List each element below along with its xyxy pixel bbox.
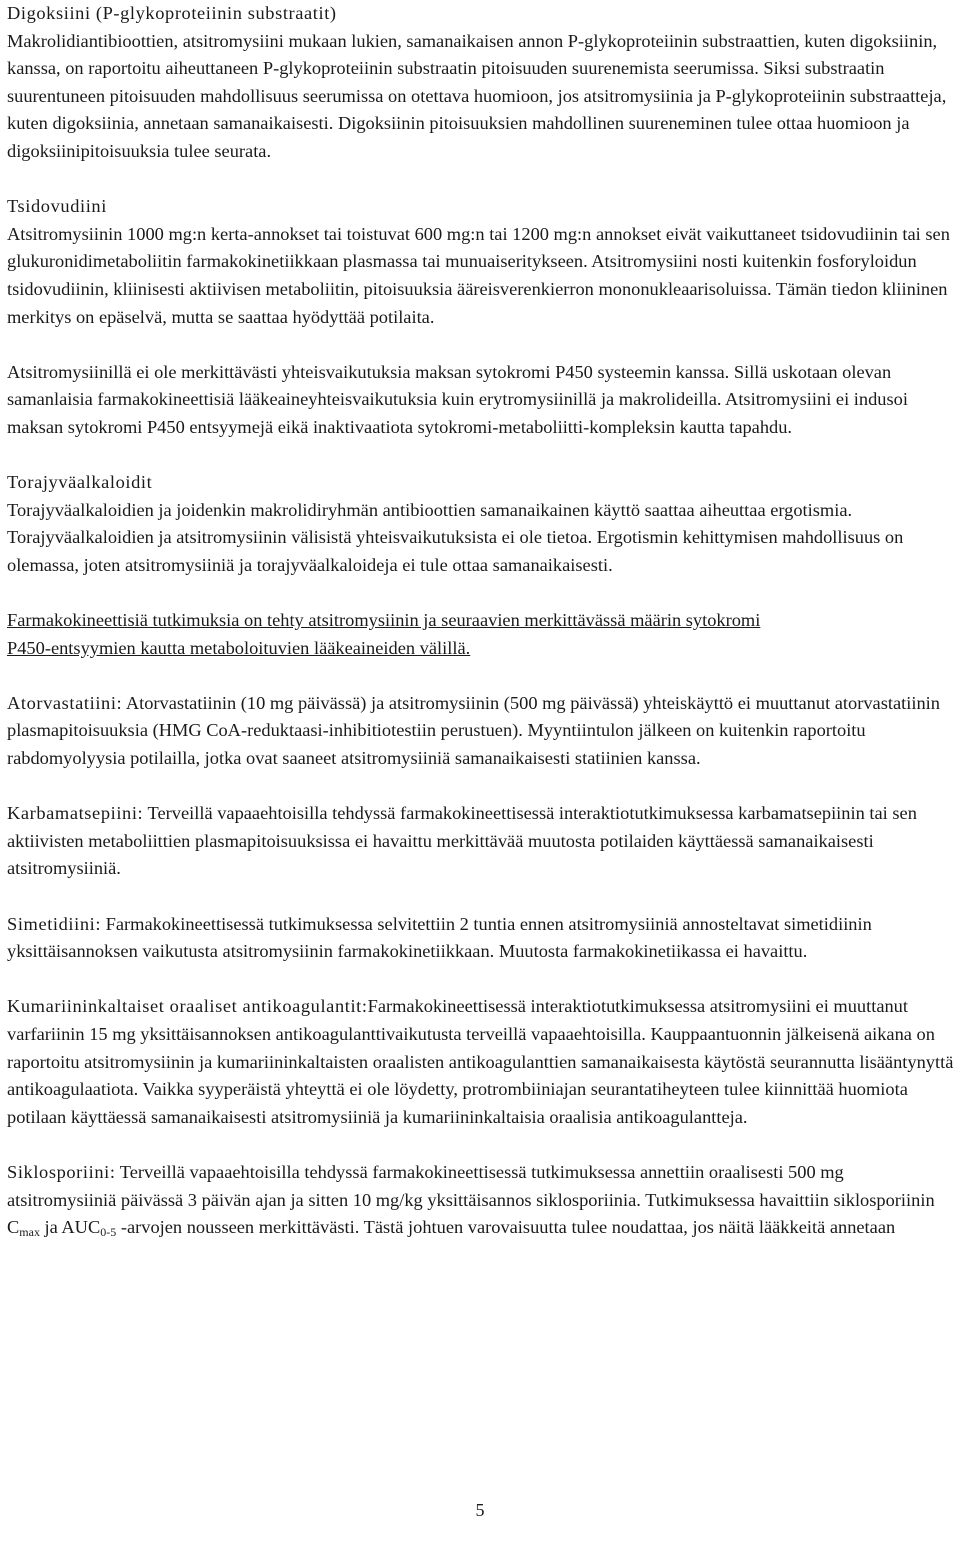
drug-label: Simetidiini: bbox=[7, 913, 102, 934]
atorvastatin-section bbox=[7, 690, 957, 773]
section-paragraph: Farmakokineettisessä interaktiotutkimuksessa atsitromysiini ei muuttanut varfariinin 15 mg yksittäisannoksen antikoagulanttivaikutusta terveillä vapaaehtoisilla. Kauppaantuonnin jälkeisenä aikana on raportoitu atsitromysiinin ja kumariininkaltaisten oraalisten antikoagulanttien samanaikaisesta käytöstä seurannutta lisääntynyttä antikoagulaatiota. Vaikka syyperäistä yhteyttä ei ole löydetty, protrombiiniajan seurantatiheyteen tulee kiinnittää huomiota potilaan käyttäessä samanaikaisesti atsitromysiiniä ja kumariininkaltaisia oraalisia antikoagulantteja. bbox=[7, 996, 954, 1127]
drug-label: Kumariininkaltaiset oraaliset antikoagulantit: bbox=[7, 996, 368, 1017]
pk-studies-heading bbox=[7, 607, 957, 662]
section-paragraph: Torajyväalkaloidien ja joidenkin makrolidiryhmän antibioottien samanaikainen käyttö saattaa aiheuttaa ergotismia. Torajyväalkaloidien ja atsitromysiinin välisistä yhteisvaikutuksista ei ole tietoa. Ergotismin kehittymisen mahdollisuus on olemassa, joten atsitromysiiniä ja torajyväalkaloideja ei tule ottaa samanaikaisesti. bbox=[7, 499, 904, 575]
ergot-section bbox=[7, 469, 957, 579]
section-paragraph: Makrolidiantibioottien, atsitromysiini mukaan lukien, samanaikaisen annon P-glykoproteiinin substraattien, kuten digoksiinin, kanssa, on raportoitu aiheuttaneen P-glykoproteiinin substraatin pitoisuuden suurenemista seerumissa. Siksi substraatin suurentuneen pitoisuuden mahdollisuus seerumissa on otettava huomioon, jos atsitromysiinia ja P-glykoproteiinin substraatteja, kuten digoksiinia, annetaan samanaikaisesti. Digoksiinin pitoisuuksien mahdollinen suureneminen tulee ottaa huomioon ja digoksiinipitoisuuksia tulee seurata. bbox=[7, 30, 947, 161]
section-paragraph: ja AUC bbox=[39, 1217, 101, 1238]
zidovudine-section bbox=[7, 193, 957, 331]
digoxin-section bbox=[7, 0, 957, 166]
pk-heading-line: P450-entsyymien kautta metaboloituvien lääkeaineiden välillä. bbox=[7, 637, 471, 658]
anticoagulants-section bbox=[7, 993, 957, 1131]
auc-subscript: 0-5 bbox=[100, 1225, 117, 1240]
ciclosporin-section bbox=[7, 1159, 957, 1242]
drug-label: Atorvastatiini: bbox=[7, 692, 123, 713]
section-heading: Tsidovudiini bbox=[7, 196, 107, 217]
document-page bbox=[7, 0, 957, 1269]
page-number: 5 bbox=[475, 1500, 485, 1520]
section-paragraph: Atorvastatiinin (10 mg päivässä) ja atsitromysiinin (500 mg päivässä) yhteiskäyttö ei muuttanut atorvastatiinin plasmapitoisuuksia (HMG CoA-reduktaasi-inhibitiotestiin perustuen). Myyntiintulon jälkeen on kuitenkin raportoitu rabdomyolyysia potilailla, jotka ovat saaneet atsitromysiiniä samanaikaisesti statiinien kanssa. bbox=[7, 692, 940, 769]
section-paragraph: -arvojen nousseen merkittävästi. Tästä johtuen varovaisuutta tulee noudattaa, jos näitä lääkkeitä annetaan bbox=[116, 1217, 896, 1238]
section-heading: Torajyväalkaloidit bbox=[7, 472, 153, 493]
cmax-subscript: max bbox=[19, 1225, 40, 1240]
section-heading: Digoksiini (P-glykoproteiinin substraatit) bbox=[7, 3, 337, 23]
drug-label: Siklosporiini: bbox=[7, 1161, 116, 1182]
section-paragraph: Atsitromysiinin 1000 mg:n kerta-annokset tai toistuvat 600 mg:n tai 1200 mg:n annokset eivät vaikuttaneet tsidovudiinin tai sen glukuronidimetaboliitin farmakokinetiikkaan plasmassa tai munuaiseritykseen. Atsitromysiini nosti kuitenkin fosforyloidun tsidovudiinin, kliinisesti aktiivisen metaboliitin, pitoisuuksia ääreisverenkierron mononukleaarisoluissa. Tämän tiedon kliininen merkitys on epäselvä, mutta se saattaa hyödyttää potilaita. bbox=[7, 223, 950, 327]
drug-label: Karbamatsepiini: bbox=[7, 803, 144, 824]
pk-heading-line: Farmakokineettisiä tutkimuksia on tehty atsitromysiinin ja seuraavien merkittävässä määrin sytokromi bbox=[7, 610, 761, 631]
section-paragraph: Terveillä vapaaehtoisilla tehdyssä farmakokineettisessä tutkimuksessa annettiin oraalisesti 500 mg atsitromysiiniä päivässä 3 päivän ajan ja sitten 10 mg/kg yksittäisannos siklosporiinia. Tutkimuksessa havaittiin siklosporiinin C bbox=[7, 1161, 935, 1238]
section-paragraph: Farmakokineettisessä tutkimuksessa selvitettiin 2 tuntia ennen atsitromysiiniä annosteltavat simetidiinin yksittäisannoksen vaikutusta atsitromysiinin farmakokinetiikkaan. Muutosta farmakokinetiikassa ei havaittu. bbox=[7, 913, 872, 962]
cyp450-section bbox=[7, 359, 957, 442]
section-paragraph: Atsitromysiinillä ei ole merkittävästi yhteisvaikutuksia maksan sytokromi P450 systeemin kanssa. Sillä uskotaan olevan samanlaisia farmakokineettisiä lääkeaineyhteisvaikutuksia kuin erytromysiinillä ja makrolideilla. Atsitromysiini ei indusoi maksan sytokromi P450 entsyymejä eikä inaktivaatiota sytokromi-metaboliitti-kompleksin kautta tapahdu. bbox=[7, 361, 908, 437]
carbamazepine-section bbox=[7, 800, 957, 883]
cimetidine-section bbox=[7, 911, 957, 966]
section-paragraph: Terveillä vapaaehtoisilla tehdyssä farmakokineettisessä interaktiotutkimuksessa karbamatsepiinin tai sen aktiivisten metaboliittien plasmapitoisuuksissa ei havaittu merkittävää muutosta potilaiden käyttäessä samanaikaisesti atsitromysiiniä. bbox=[7, 803, 917, 879]
